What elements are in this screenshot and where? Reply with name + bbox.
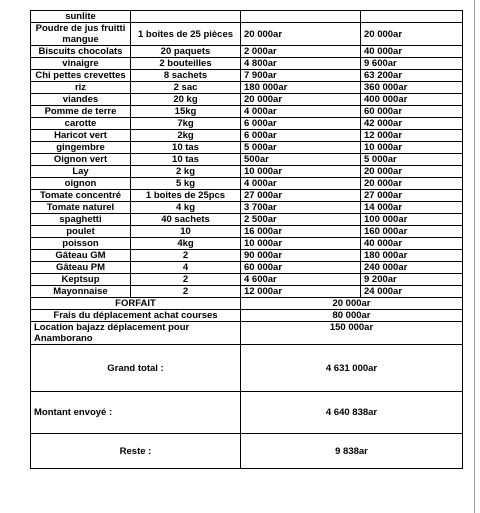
item-cell: oignon: [31, 178, 131, 190]
total-cell: 27 000ar: [361, 190, 463, 202]
total-cell: 180 000ar: [361, 250, 463, 262]
qty-cell: 20 kg: [131, 94, 241, 106]
item-cell: Mayonnaise: [31, 286, 131, 298]
total-cell: 42 000ar: [361, 118, 463, 130]
table-row: [31, 23, 463, 46]
total-cell: 20 000ar: [361, 166, 463, 178]
total-cell: 160 000ar: [361, 226, 463, 238]
table-row: [31, 178, 463, 190]
shopping-table: [30, 10, 463, 469]
qty-cell: 20 paquets: [131, 46, 241, 58]
total-cell: 20 000ar: [361, 23, 463, 46]
table-row: [31, 214, 463, 226]
total-cell: [361, 11, 463, 23]
forfait-row: [31, 298, 463, 310]
item-cell: spaghetti: [31, 214, 131, 226]
qty-cell: [131, 11, 241, 23]
total-cell: 24 000ar: [361, 286, 463, 298]
total-cell: 20 000ar: [361, 178, 463, 190]
qty-cell: 5 kg: [131, 178, 241, 190]
qty-cell: 2kg: [131, 130, 241, 142]
unit-cell: 27 000ar: [241, 190, 361, 202]
table-row: [31, 262, 463, 274]
total-cell: 40 000ar: [361, 238, 463, 250]
unit-cell: 20 000ar: [241, 23, 361, 46]
table-row: [31, 118, 463, 130]
table-row: [31, 11, 463, 23]
table-row: [31, 190, 463, 202]
unit-cell: 6 000ar: [241, 118, 361, 130]
total-cell: 240 000ar: [361, 262, 463, 274]
total-cell: 100 000ar: [361, 214, 463, 226]
item-cell: Oignon vert: [31, 154, 131, 166]
table-row: [31, 226, 463, 238]
total-cell: 360 000ar: [361, 82, 463, 94]
item-cell: poisson: [31, 238, 131, 250]
unit-cell: 10 000ar: [241, 166, 361, 178]
table-row: [31, 142, 463, 154]
total-cell: 14 000ar: [361, 202, 463, 214]
unit-cell: 4 000ar: [241, 178, 361, 190]
qty-cell: 10 tas: [131, 154, 241, 166]
qty-cell: 2: [131, 274, 241, 286]
item-cell: Chi pettes crevettes: [31, 70, 131, 82]
item-cell: gingembre: [31, 142, 131, 154]
unit-cell: 4 600ar: [241, 274, 361, 286]
qty-cell: 2 bouteilles: [131, 58, 241, 70]
item-cell: riz: [31, 82, 131, 94]
qty-cell: 10: [131, 226, 241, 238]
unit-cell: 180 000ar: [241, 82, 361, 94]
grand-total-row: [31, 345, 463, 392]
item-cell: Haricot vert: [31, 130, 131, 142]
montant-label: Montant envoyé :: [31, 392, 241, 434]
item-cell: Lay: [31, 166, 131, 178]
item-cell: carotte: [31, 118, 131, 130]
table-row: [31, 166, 463, 178]
table-row: [31, 130, 463, 142]
total-cell: 9 600ar: [361, 58, 463, 70]
qty-cell: 2 kg: [131, 166, 241, 178]
item-cell: vinaigre: [31, 58, 131, 70]
qty-cell: 2: [131, 286, 241, 298]
unit-cell: 12 000ar: [241, 286, 361, 298]
unit-cell: 7 900ar: [241, 70, 361, 82]
table-row: [31, 274, 463, 286]
montant-row: [31, 392, 463, 434]
total-cell: 5 000ar: [361, 154, 463, 166]
unit-cell: 5 000ar: [241, 142, 361, 154]
total-cell: 63 200ar: [361, 70, 463, 82]
total-cell: 400 000ar: [361, 94, 463, 106]
table-row: [31, 58, 463, 70]
total-cell: 10 000ar: [361, 142, 463, 154]
unit-cell: 2 000ar: [241, 46, 361, 58]
item-cell: Biscuits chocolats: [31, 46, 131, 58]
qty-cell: 4: [131, 262, 241, 274]
unit-cell: 4 000ar: [241, 106, 361, 118]
qty-cell: 8 sachets: [131, 70, 241, 82]
unit-cell: 2 500ar: [241, 214, 361, 226]
grand-total-label: Grand total :: [31, 345, 241, 392]
item-cell: sunlite: [31, 11, 131, 23]
total-cell: 12 000ar: [361, 130, 463, 142]
unit-cell: 6 000ar: [241, 130, 361, 142]
qty-cell: 10 tas: [131, 142, 241, 154]
unit-cell: 500ar: [241, 154, 361, 166]
location-row: [31, 322, 463, 345]
unit-cell: 4 800ar: [241, 58, 361, 70]
item-cell: Pomme de terre: [31, 106, 131, 118]
item-cell: viandes: [31, 94, 131, 106]
table-row: [31, 154, 463, 166]
table-row: [31, 238, 463, 250]
item-cell: Tomate naturel: [31, 202, 131, 214]
forfait-label: FORFAIT: [31, 298, 241, 310]
reste-value: 9 838ar: [241, 434, 463, 469]
reste-row: [31, 434, 463, 469]
unit-cell: 10 000ar: [241, 238, 361, 250]
frais-value: 80 000ar: [241, 310, 463, 322]
total-cell: 60 000ar: [361, 106, 463, 118]
qty-cell: 2: [131, 250, 241, 262]
montant-value: 4 640 838ar: [241, 392, 463, 434]
table-row: [31, 202, 463, 214]
forfait-value: 20 000ar: [241, 298, 463, 310]
table-row: [31, 250, 463, 262]
item-cell: Keptsup: [31, 274, 131, 286]
qty-cell: 40 sachets: [131, 214, 241, 226]
qty-cell: 2 sac: [131, 82, 241, 94]
total-cell: 40 000ar: [361, 46, 463, 58]
grand-total-value: 4 631 000ar: [241, 345, 463, 392]
table-row: [31, 46, 463, 58]
item-cell: Gâteau GM: [31, 250, 131, 262]
item-cell: poulet: [31, 226, 131, 238]
unit-cell: [241, 11, 361, 23]
location-value: 150 000ar: [241, 322, 463, 345]
unit-cell: 3 700ar: [241, 202, 361, 214]
unit-cell: 20 000ar: [241, 94, 361, 106]
frais-row: [31, 310, 463, 322]
unit-cell: 60 000ar: [241, 262, 361, 274]
total-cell: 9 200ar: [361, 274, 463, 286]
page-edge-line: [474, 0, 475, 513]
unit-cell: 16 000ar: [241, 226, 361, 238]
table-row: [31, 94, 463, 106]
table-row: [31, 286, 463, 298]
item-cell: Tomate concentré: [31, 190, 131, 202]
item-cell: Poudre de jus fruitti mangue: [31, 23, 131, 46]
qty-cell: 1 boites de 25 pièces: [131, 23, 241, 46]
table-row: [31, 70, 463, 82]
item-cell: Gâteau PM: [31, 262, 131, 274]
qty-cell: 4 kg: [131, 202, 241, 214]
qty-cell: 4kg: [131, 238, 241, 250]
table-row: [31, 106, 463, 118]
reste-label: Reste :: [31, 434, 241, 469]
location-label: Location bajazz déplacement pour Anamborano: [31, 322, 241, 345]
frais-label: Frais du déplacement achat courses: [31, 310, 241, 322]
unit-cell: 90 000ar: [241, 250, 361, 262]
qty-cell: 1 boites de 25pcs: [131, 190, 241, 202]
qty-cell: 15kg: [131, 106, 241, 118]
table-row: [31, 82, 463, 94]
qty-cell: 7kg: [131, 118, 241, 130]
